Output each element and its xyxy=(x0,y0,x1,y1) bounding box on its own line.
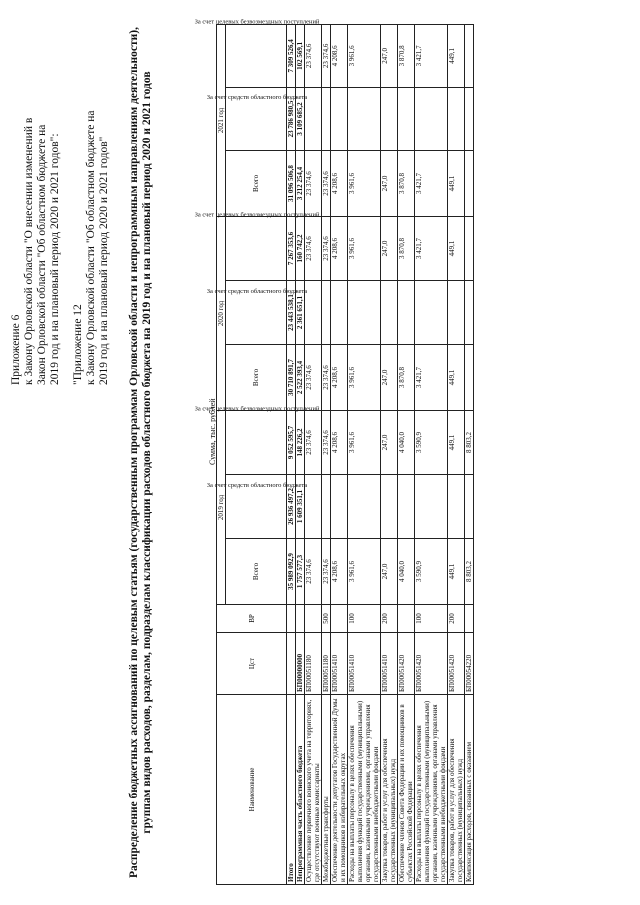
row-amount-cell: 3 421,7 xyxy=(415,216,448,280)
col-header-own-funds: За счет средств областного бюджета xyxy=(226,475,287,539)
row-cst-cell: БП00051180 xyxy=(322,633,331,695)
row-amount-cell xyxy=(465,216,474,280)
row-cst-cell xyxy=(287,633,296,695)
row-amount-cell: 4 208,6 xyxy=(331,410,348,474)
row-vr-cell: 500 xyxy=(322,605,331,633)
row-amount-cell: 4 208,6 xyxy=(331,344,348,410)
col-header-fed-funds: За счет целевых безвозмездных поступлений xyxy=(226,216,287,280)
row-vr-cell: 200 xyxy=(448,605,465,633)
row-amount-cell: 23 374,6 xyxy=(305,216,322,280)
row-amount-cell: 3 212 254,4 xyxy=(296,150,305,216)
row-amount-cell xyxy=(331,475,348,539)
col-header-total: Всего xyxy=(226,150,287,216)
table-row xyxy=(322,24,331,884)
table-row xyxy=(448,24,465,884)
row-amount-cell: 8 803,2 xyxy=(465,410,474,474)
row-amount-cell xyxy=(348,87,381,150)
row-vr-cell: 100 xyxy=(348,605,381,633)
table-body xyxy=(287,24,474,884)
appendix-header xyxy=(10,25,111,385)
row-amount-cell: 3 870,8 xyxy=(398,24,415,87)
row-name-cell: Расходы на выплаты персоналу в целях обеспечения выполнения функций государственными (муниципальными) органами, казенными учреждениями, органами управления государственными внебюджетными фондами xyxy=(415,695,448,885)
header-line: к Закону Орловской области "Об областном бюджете на xyxy=(85,110,97,385)
col-header-2020: 2020 год xyxy=(217,216,226,410)
row-amount-cell: 449,1 xyxy=(448,24,465,87)
row-amount-cell: 247,0 xyxy=(381,344,398,410)
row-amount-cell: 3 961,6 xyxy=(348,344,381,410)
table-row xyxy=(398,24,415,884)
row-amount-cell xyxy=(465,24,474,87)
row-amount-cell: 23 374,6 xyxy=(322,150,331,216)
row-amount-cell xyxy=(465,344,474,410)
row-amount-cell xyxy=(415,280,448,344)
header-line: "Приложение 12 xyxy=(72,304,84,385)
row-name-cell: Итого xyxy=(287,695,296,885)
row-amount-cell: 247,0 xyxy=(381,216,398,280)
col-header-name: Наименование xyxy=(217,695,287,885)
header-line: 2019 год и на плановый период 2020 и 2021 годов": xyxy=(49,133,61,385)
row-amount-cell: 247,0 xyxy=(381,410,398,474)
row-cst-cell: БП00051410 xyxy=(348,633,381,695)
row-amount-cell xyxy=(381,280,398,344)
col-header-total: Всего xyxy=(226,539,287,605)
row-amount-cell: 3 870,8 xyxy=(398,150,415,216)
row-name-cell: Обеспечение деятельности депутатов Государственной Думы и их помощников в избирательных округах xyxy=(331,695,348,885)
col-header-fed-funds: За счет целевых безвозмездных поступлений xyxy=(226,24,287,87)
row-amount-cell xyxy=(348,475,381,539)
table-row xyxy=(287,24,296,884)
row-amount-cell: 3 421,7 xyxy=(415,344,448,410)
row-amount-cell xyxy=(322,87,331,150)
row-amount-cell: 160 742,2 xyxy=(296,216,305,280)
row-amount-cell: 4 040,0 xyxy=(398,410,415,474)
header-line: 2019 год и на плановый период 2020 и 2021 годов" xyxy=(98,136,110,385)
row-amount-cell xyxy=(465,87,474,150)
row-amount-cell xyxy=(381,475,398,539)
col-header-vr: ВР xyxy=(217,605,287,633)
row-amount-cell: 23 374,6 xyxy=(305,150,322,216)
col-header-2021: 2021 год xyxy=(217,24,226,216)
row-vr-cell: 100 xyxy=(415,605,448,633)
row-amount-cell: 3 109 685,2 xyxy=(296,87,305,150)
col-header-own-funds: За счет средств областного бюджета xyxy=(226,87,287,150)
header-line: Приложение 6 xyxy=(10,314,22,385)
row-amount-cell xyxy=(465,475,474,539)
table-row xyxy=(296,24,305,884)
row-amount-cell xyxy=(322,475,331,539)
row-amount-cell xyxy=(465,150,474,216)
row-amount-cell xyxy=(331,280,348,344)
row-name-cell: Межбюджетные трансферты xyxy=(322,695,331,885)
row-amount-cell: 7 309 526,4 xyxy=(287,24,296,87)
row-vr-cell: 200 xyxy=(381,605,398,633)
table-row xyxy=(381,24,398,884)
row-amount-cell: 449,1 xyxy=(448,216,465,280)
table-row xyxy=(305,24,322,884)
row-amount-cell: 4 040,0 xyxy=(398,539,415,605)
row-amount-cell: 449,1 xyxy=(448,539,465,605)
row-name-cell: Осуществление первичного воинского учета на территориях, где отсутствуют военные комиссариаты xyxy=(305,695,322,885)
row-name-cell: Компенсация расходов, связанных с оказанием xyxy=(465,695,474,885)
row-amount-cell: 3 870,8 xyxy=(398,216,415,280)
row-amount-cell: 23 374,6 xyxy=(322,410,331,474)
row-amount-cell: 23 374,6 xyxy=(322,344,331,410)
row-amount-cell xyxy=(448,87,465,150)
col-header-total: Всего xyxy=(226,344,287,410)
row-amount-cell: 3 870,8 xyxy=(398,344,415,410)
table-row xyxy=(348,24,381,884)
row-amount-cell xyxy=(348,280,381,344)
row-amount-cell xyxy=(415,87,448,150)
row-amount-cell xyxy=(448,475,465,539)
row-amount-cell: 4 208,6 xyxy=(331,216,348,280)
col-header-own-funds: За счет средств областного бюджета xyxy=(226,280,287,344)
row-amount-cell: 23 374,6 xyxy=(305,344,322,410)
table-row xyxy=(415,24,448,884)
row-name-cell: Закупка товаров, работ и услуг для обеспечения государственных (муниципальных) нужд xyxy=(381,695,398,885)
row-amount-cell xyxy=(331,87,348,150)
row-cst-cell: БП00051410 xyxy=(381,633,398,695)
row-amount-cell: 1 757 577,3 xyxy=(296,539,305,605)
row-amount-cell: 7 267 353,6 xyxy=(287,216,296,280)
row-amount-cell: 35 989 092,9 xyxy=(287,539,296,605)
row-amount-cell xyxy=(398,280,415,344)
row-amount-cell: 4 208,6 xyxy=(331,150,348,216)
row-vr-cell xyxy=(398,605,415,633)
row-vr-cell xyxy=(331,605,348,633)
row-amount-cell: 30 710 891,7 xyxy=(287,344,296,410)
row-amount-cell: 8 803,2 xyxy=(465,539,474,605)
row-amount-cell xyxy=(448,280,465,344)
row-amount-cell: 3 961,6 xyxy=(348,539,381,605)
row-amount-cell: 23 374,6 xyxy=(305,410,322,474)
row-name-cell: Непрограммная часть областного бюджета xyxy=(296,695,305,885)
row-vr-cell xyxy=(287,605,296,633)
row-amount-cell: 2 522 393,4 xyxy=(296,344,305,410)
row-amount-cell: 148 226,2 xyxy=(296,410,305,474)
row-amount-cell: 449,1 xyxy=(448,150,465,216)
row-amount-cell: 3 590,9 xyxy=(415,410,448,474)
row-vr-cell xyxy=(296,605,305,633)
row-vr-cell xyxy=(465,605,474,633)
row-amount-cell: 3 961,6 xyxy=(348,24,381,87)
table-row xyxy=(465,24,474,884)
header-line: Закон Орловской области "Об областном бюджете на xyxy=(36,124,48,385)
row-amount-cell: 2 361 651,1 xyxy=(296,280,305,344)
row-cst-cell: БП00000000 xyxy=(296,633,305,695)
row-name-cell: Закупка товаров, работ и услуг для обеспечения государственных (муниципальных) нужд xyxy=(448,695,465,885)
row-vr-cell xyxy=(305,605,322,633)
row-amount-cell: 31 096 506,8 xyxy=(287,150,296,216)
row-amount-cell: 26 936 497,2 xyxy=(287,475,296,539)
row-amount-cell: 4 208,6 xyxy=(331,24,348,87)
row-amount-cell xyxy=(398,475,415,539)
row-cst-cell: БП00051420 xyxy=(415,633,448,695)
row-amount-cell xyxy=(415,475,448,539)
unit-label: Сумма, тыс. рублей xyxy=(208,398,217,465)
row-amount-cell xyxy=(381,87,398,150)
row-amount-cell: 247,0 xyxy=(381,539,398,605)
row-cst-cell: БП00051420 xyxy=(448,633,465,695)
document-title: Распределение бюджетных ассигнований по целевым статьям (государственным программам Орловской области и непрограммным направлениям деятельности), группам видов расходов, разделам, подразделам классификации расходов областного бюджета на 2019 год и на плановый период 2020 и 2021 годов xyxy=(128,27,153,878)
row-cst-cell: БП00054220 xyxy=(465,633,474,695)
row-amount-cell: 23 443 538,1 xyxy=(287,280,296,344)
row-amount-cell: 1 609 351,1 xyxy=(296,475,305,539)
row-amount-cell: 4 208,6 xyxy=(331,539,348,605)
row-amount-cell: 3 961,6 xyxy=(348,150,381,216)
row-cst-cell: БП00051420 xyxy=(398,633,415,695)
row-amount-cell: 247,0 xyxy=(381,150,398,216)
row-amount-cell: 449,1 xyxy=(448,410,465,474)
row-amount-cell: 449,1 xyxy=(448,344,465,410)
row-amount-cell: 3 421,7 xyxy=(415,150,448,216)
row-amount-cell xyxy=(465,280,474,344)
row-name-cell: Обеспечение членов Совета Федерации и их помощников в субъектах Российской Федерации xyxy=(398,695,415,885)
col-header-cst: Цст xyxy=(217,633,287,695)
row-amount-cell: 9 052 595,7 xyxy=(287,410,296,474)
row-amount-cell: 23 374,6 xyxy=(322,24,331,87)
col-header-2019: 2019 год xyxy=(217,410,226,604)
row-name-cell: Расходы на выплаты персоналу в целях обеспечения выполнения функций государственными (муниципальными) органами, казенными учреждениями, органами управления государственными внебюджетными фондами xyxy=(348,695,381,885)
row-amount-cell: 23 374,6 xyxy=(322,539,331,605)
row-cst-cell: БП00051410 xyxy=(331,633,348,695)
row-amount-cell: 247,0 xyxy=(381,24,398,87)
row-amount-cell: 3 590,9 xyxy=(415,539,448,605)
row-amount-cell xyxy=(322,280,331,344)
row-amount-cell: 3 961,6 xyxy=(348,410,381,474)
row-amount-cell: 3 961,6 xyxy=(348,216,381,280)
row-amount-cell: 3 421,7 xyxy=(415,24,448,87)
row-amount-cell xyxy=(398,87,415,150)
row-amount-cell: 23 374,6 xyxy=(322,216,331,280)
header-line: к Закону Орловской области "О внесении изменений в xyxy=(23,117,35,385)
row-amount-cell: 23 374,6 xyxy=(305,24,322,87)
row-cst-cell: БП00051180 xyxy=(305,633,322,695)
row-amount-cell: 23 374,6 xyxy=(305,539,322,605)
col-header-fed-funds: За счет целевых безвозмездных поступлений xyxy=(226,410,287,474)
row-amount-cell: 23 786 980,5 xyxy=(287,87,296,150)
row-amount-cell: 102 569,1 xyxy=(296,24,305,87)
table-row xyxy=(331,24,348,884)
